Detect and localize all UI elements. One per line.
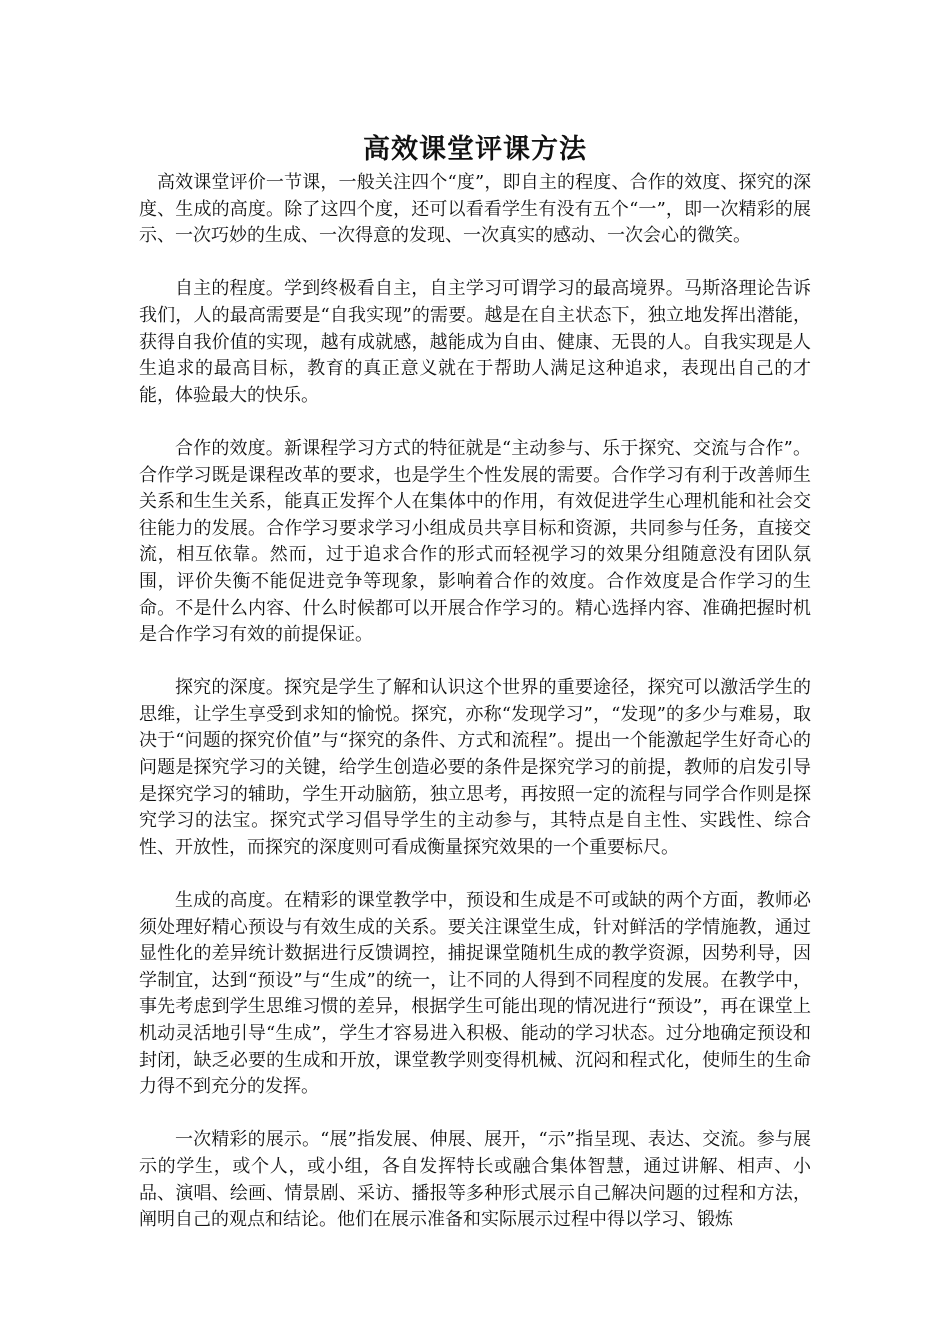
document-title: 高效课堂评课方法 <box>363 134 587 165</box>
paragraph-inquiry: 探究的深度。探究是学生了解和认识这个世界的重要途径，探究可以激活学生的思维，让学生享受到求知的愉悦。探究，亦称“发现学习”，“发现”的多少与难易，取决于“问题的探究价值”与“探究的条件、方式和流程”。提出一个能激起学生好奇心的问题是探究学习的关键，给学生创造必要的条件是探究学习的前提，教师的启发引导是探究学习的辅助，学生开动脑筋，独立思考，再按照一定的流程与同学合作则是探究学习的法宝。探究式学习倡导学生的主动参与，其特点是自主性、实践性、综合性、开放性，而探究的深度则可看成衡量探究效果的一个重要标尺。 <box>139 677 811 858</box>
paragraph-intro: 高效课堂评价一节课，一般关注四个“度”，即自主的程度、合作的效度、探究的深度、生成的高度。除了这四个度，还可以看看学生有没有五个“一”，即一次精彩的展示、一次巧妙的生成、一次得意的发现、一次真实的感动、一次会心的微笑。 <box>139 172 811 247</box>
document-page <box>139 130 811 1234</box>
paragraph-autonomy: 自主的程度。学到终极看自主，自主学习可谓学习的最高境界。马斯洛理论告诉我们，人的最高需要是“自我实现”的需要。越是在自主状态下，独立地发挥出潜能，获得自我价值的实现，越有成就感，越能成为自由、健康、无畏的人。自我实现是人生追求的最高目标，教育的真正意义就在于帮助人满足这种追求，表现出自己的才能，体验最大的快乐。 <box>139 278 811 406</box>
paragraph-gap <box>139 1101 811 1128</box>
paragraph-gap <box>139 861 811 888</box>
paragraph-cooperation: 合作的效度。新课程学习方式的特征就是“主动参与、乐于探究、交流与合作”。合作学习既是课程改革的要求，也是学生个性发展的需要。合作学习有利于改善师生关系和生生关系，能真正发挥个人在集体中的作用，有效促进学生心理机能和社会交往能力的发展。合作学习要求学习小组成员共享目标和资源，共同参与任务，直接交流，相互依靠。然而，过于追求合作的形式而轻视学习的效果分组随意没有团队氛围，评价失衡不能促进竞争等现象，影响着合作的效度。合作效度是合作学习的生命。不是什么内容、什么时候都可以开展合作学习的。精心选择内容、准确把握时机是合作学习有效的前提保证。 <box>139 437 811 646</box>
paragraph-gap <box>139 649 811 676</box>
paragraph-gap <box>139 250 811 277</box>
paragraph-generation: 生成的高度。在精彩的课堂教学中，预设和生成是不可或缺的两个方面，教师必须处理好精心预设与有效生成的关系。要关注课堂生成，针对鲜活的学情施教，通过显性化的差异统计数据进行反馈调控，捕捉课堂随机生成的教学资源，因势利导，因学制宜，达到“预设”与“生成”的统一，让不同的人得到不同程度的发展。在教学中，事先考虑到学生思维习惯的差异，根据学生可能出现的情况进行“预设”，再在课堂上机动灵活地引导“生成”，学生才容易进入积极、能动的学习状态。过分地确定预设和封闭，缺乏必要的生成和开放，课堂教学则变得机械、沉闷和程式化，使师生的生命力得不到充分的发挥。 <box>139 890 811 1098</box>
paragraph-display: 一次精彩的展示。“展”指发展、伸展、展开，“示”指呈现、表达、交流。参与展示的学生，或个人，或小组，各自发挥特长或融合集体智慧，通过讲解、相声、小品、演唱、绘画、情景剧、采访、播报等多种形式展示自己解决问题的过程和方法，阐明自己的观点和结论。他们在展示准备和实际展示过程中得以学习、锻炼 <box>139 1129 811 1231</box>
paragraph-gap <box>139 409 811 436</box>
